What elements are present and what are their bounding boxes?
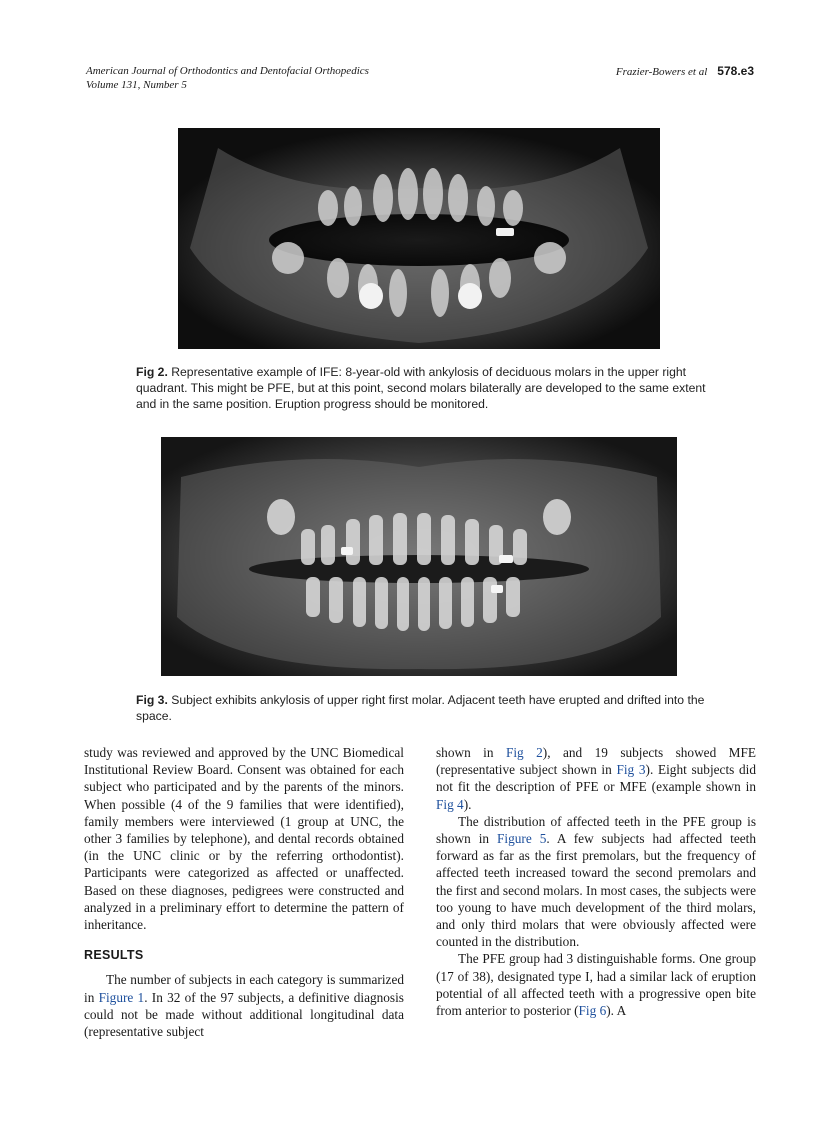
running-authors: Frazier-Bowers et al: [615, 66, 708, 78]
text-run: . A few subjects had affected teeth forward as far as the first premolars, but the frequency of affected teeth increased toward the second premolars and the first and second molars. In most cases, the subjects were too young to have much development of the third molars, and only third molars that were obviously affected were counted in the distribution.: [436, 831, 757, 950]
running-header-right: [616, 64, 754, 79]
fig2-radiograph-image: [178, 128, 660, 349]
text-run: ), and 19 subjects showed MFE (representative subject shown in: [436, 745, 756, 778]
fig2-label: Fig 2.: [136, 365, 168, 379]
left-column: [84, 744, 404, 1040]
fig-2-link[interactable]: Fig 2: [505, 745, 543, 760]
fig2-caption-text: Representative example of IFE: 8-year-old with ankylosis of deciduous molars in the upper right quadrant. This might be PFE, but at this point, second molars bilaterally are developed to the same extent and in the same position. Eruption progress should be monitored.: [136, 365, 706, 411]
text-run: . In 32 of the 97 subjects, a definitive diagnosis could not be made without additional longitudinal data (representative subject: [84, 989, 404, 1040]
right-column: [436, 744, 756, 1019]
journal-title: American Journal of Orthodontics and Dentofacial Orthopedics: [86, 65, 369, 77]
journal-volume: Volume 131, Number 5: [86, 79, 187, 91]
fig3-caption-text: Subject exhibits ankylosis of upper right first molar. Adjacent teeth have erupted and drifted into the space.: [136, 693, 705, 723]
fig2-radiograph-drawing: [178, 128, 660, 349]
fig-3-link[interactable]: Fig 3: [616, 762, 646, 778]
methods-paragraph: study was reviewed and approved by the UNC Biomedical Institutional Review Board. Consent was obtained for each subject who participated and by the parents of the minors. When possible (4 of the 9 families that were identified), family members were interviewed (1 group at UNC, the other 3 families by telephone), and dental records obtained (in the UNC clinic or by the referring orthodontist). Participants were categorized as affected or unaffected. Based on these diagnoses, pedigrees were constructed and analyzed in a preliminary effort to determine the pattern of inheritance.: [84, 745, 404, 933]
section-heading-results: RESULTS: [84, 948, 144, 963]
running-header-journal: [86, 64, 369, 92]
figure-5-link[interactable]: Figure 5: [497, 831, 547, 847]
fig3-radiograph-image: [161, 437, 677, 676]
fig3-label: Fig 3.: [136, 693, 168, 707]
fig-4-link[interactable]: Fig 4: [436, 796, 464, 812]
text-run: The number of subjects in each category is summarized in: [84, 972, 404, 1005]
results-paragraph: [84, 971, 404, 1040]
text-run: ). Eight subjects did not fit the description of PFE or MFE (example shown in: [436, 762, 756, 795]
fig-6-link[interactable]: Fig 6: [578, 1003, 607, 1019]
fig3-caption: [136, 692, 710, 724]
text-run: The PFE group had 3 distinguishable forms. One group (17 of 38), designated type I, had a similar lack of eruption potential of all affected teeth with a progressive open bite from anterior to posterior (: [436, 951, 756, 1019]
figure-1-link[interactable]: Figure 1: [98, 989, 145, 1005]
page-number: 578.e3: [717, 64, 754, 78]
text-run: ).: [463, 796, 472, 812]
results-continued-paragraph: [436, 744, 756, 813]
pfe-forms-paragraph: [436, 950, 756, 1019]
distribution-paragraph: [436, 813, 756, 951]
text-run: ). A: [606, 1003, 627, 1019]
text-run: shown in: [436, 745, 506, 760]
text-run: The distribution of affected teeth in the PFE group is shown in: [436, 813, 756, 847]
fig3-radiograph-drawing: [161, 437, 677, 676]
fig2-caption: [136, 364, 710, 412]
